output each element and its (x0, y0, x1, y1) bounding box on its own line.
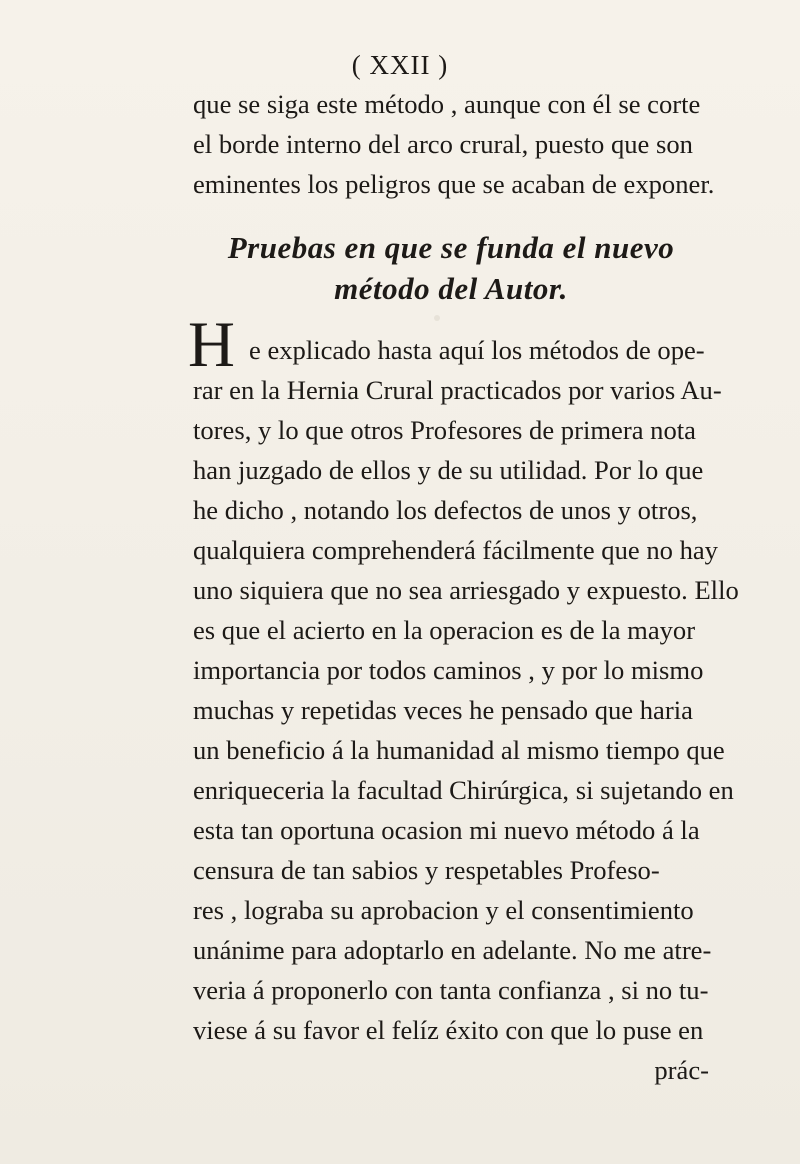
text-line: censura de tan sabios y respetables Profeso- (193, 855, 660, 885)
section-heading-line-1: Pruebas en que se funda el nuevo (227, 230, 675, 265)
text-line: muchas y repetidas veces he pensado que haria (193, 695, 693, 725)
body-paragraph (193, 330, 739, 1090)
drop-cap: H (188, 309, 235, 381)
paper-spot (455, 190, 459, 194)
text-line: han juzgado de ellos y de su utilidad. Por lo que (193, 455, 704, 485)
text-line: eminentes los peligros que se acaban de exponer. (193, 169, 715, 199)
text-line: he dicho , notando los defectos de unos y otros, (193, 495, 698, 525)
text-line: es que el acierto en la operacion es de la mayor (193, 615, 696, 645)
page-header: ( XXII ) (351, 50, 449, 80)
text-line: el borde interno del arco crural, puesto que son (193, 129, 693, 159)
text-line: qualquiera comprehenderá fácilmente que no hay (193, 535, 718, 565)
text-line: rar en la Hernia Crural practicados por varios Au- (193, 375, 722, 405)
text-line: esta tan oportuna ocasion mi nuevo método á la (193, 815, 700, 845)
text-line: enriqueceria la facultad Chirúrgica, si sujetando en (193, 775, 734, 805)
text-line: un beneficio á la humanidad al mismo tiempo que (193, 735, 725, 765)
text-line: tores, y lo que otros Profesores de primera nota (193, 415, 696, 445)
text-line: uno siquiera que no sea arriesgado y expuesto. Ello (193, 575, 739, 605)
text-line: que se siga este método , aunque con él se corte (193, 89, 701, 119)
paper-spot (434, 315, 440, 321)
text-line: res , lograba su aprobacion y el consentimiento (193, 895, 694, 925)
text-line: importancia por todos caminos , y por lo mismo (193, 655, 704, 685)
text-line: unánime para adoptarlo en adelante. No me atre- (193, 935, 712, 965)
text-line: veria á proponerlo con tanta confianza , si no tu- (193, 975, 709, 1005)
catchword: prác- (654, 1055, 709, 1085)
text-line: viese á su favor el felíz éxito con que lo puse en (193, 1015, 704, 1045)
opening-paragraph (193, 84, 715, 204)
section-heading-line-2: método del Autor. (334, 271, 568, 306)
text-line: e explicado hasta aquí los métodos de ope- (249, 335, 705, 365)
